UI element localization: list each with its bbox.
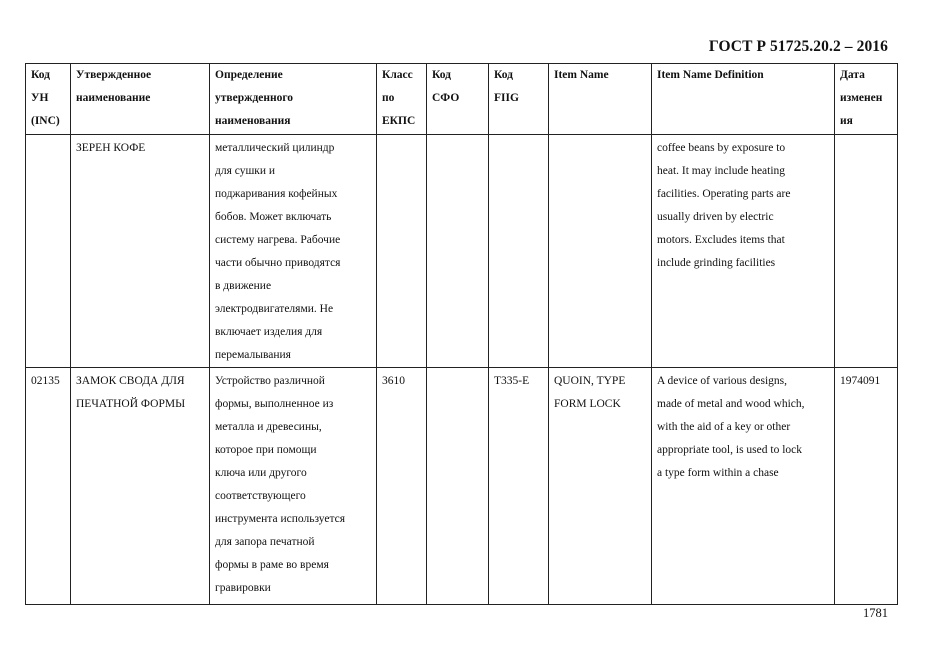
text-line: ЕКПС — [382, 115, 416, 127]
cell-inc: 02135 — [26, 368, 71, 605]
text-line: ключа или другого — [215, 467, 307, 479]
cell-item-name-definition — [652, 135, 835, 368]
cell-fiig — [489, 135, 549, 368]
cell-approved-name — [71, 368, 210, 605]
header-approved-name — [71, 64, 210, 135]
cell-definition — [210, 135, 377, 368]
text-line: систему нагрева. Рабочие — [215, 234, 341, 246]
cell-item-name-definition — [652, 368, 835, 605]
text-line: Устройство различной — [215, 375, 325, 387]
text-line: Код — [31, 69, 51, 81]
text-line: наименования — [215, 115, 291, 127]
text-line: (INC) — [31, 115, 60, 127]
text-line: FIIG — [494, 92, 519, 104]
header-inc — [26, 64, 71, 135]
text-line: наименование — [76, 92, 151, 104]
text-line: Item Name Definition — [657, 69, 764, 81]
header-item-name — [549, 64, 652, 135]
document-standard-header: ГОСТ Р 51725.20.2 – 2016 — [708, 38, 888, 55]
text-line: в движение — [215, 280, 272, 292]
table-row — [26, 135, 898, 368]
text-line: бобов. Может включать — [215, 211, 332, 223]
cell-date — [835, 135, 898, 368]
cell-inc — [26, 135, 71, 368]
text-line: ЗАМОК СВОДА ДЛЯ — [76, 375, 185, 387]
text-line: ПЕЧАТНОЙ ФОРМЫ — [76, 398, 186, 410]
text-line: facilities. Operating parts are — [657, 188, 791, 200]
text-line: для сушки и — [215, 165, 276, 177]
page-number: 1781 — [863, 606, 888, 620]
text-line: Код — [494, 69, 514, 81]
text-line: ЗЕРЕН КОФЕ — [76, 142, 146, 154]
header-date — [835, 64, 898, 135]
text-line: поджаривания кофейных — [215, 188, 338, 200]
text-line: включает изделия для — [215, 326, 323, 338]
text-line: Класс — [382, 69, 413, 81]
text-line: ия — [840, 115, 853, 127]
text-line: для запора печатной — [215, 536, 315, 548]
text-line: coffee beans by exposure to — [657, 142, 786, 154]
text-line: FORM LOCK — [554, 398, 621, 410]
catalog-table — [25, 63, 898, 605]
header-definition — [210, 64, 377, 135]
text-line: электродвигателями. Не — [215, 303, 334, 315]
text-line: Код — [432, 69, 452, 81]
text-line: appropriate tool, is used to lock — [657, 444, 802, 456]
text-line: по — [382, 92, 395, 104]
text-line: motors. Excludes items that — [657, 234, 785, 246]
text-line: формы в раме во время — [215, 559, 329, 571]
cell-ekps: 3610 — [377, 368, 427, 605]
text-line: гравировки — [215, 582, 271, 594]
text-line: A device of various designs, — [657, 375, 787, 387]
cell-sfo — [427, 368, 489, 605]
header-fiig — [489, 64, 549, 135]
header-sfo — [427, 64, 489, 135]
text-line: перемалывания — [215, 349, 291, 361]
text-line: утвержденного — [215, 92, 294, 104]
cell-date: 1974091 — [835, 368, 898, 605]
cell-fiig: T335-E — [489, 368, 549, 605]
cell-definition — [210, 368, 377, 605]
header-item-name-definition — [652, 64, 835, 135]
text-line: изменен — [840, 92, 883, 104]
cell-approved-name — [71, 135, 210, 368]
text-line: металлический цилиндр — [215, 142, 335, 154]
text-line: инструмента используется — [215, 513, 346, 525]
text-line: usually driven by electric — [657, 211, 774, 223]
text-line: with the aid of a key or other — [657, 421, 791, 433]
cell-ekps — [377, 135, 427, 368]
text-line: Утвержденное — [76, 69, 152, 81]
text-line: heat. It may include heating — [657, 165, 786, 177]
text-line: части обычно приводятся — [215, 257, 341, 269]
text-line: Item Name — [554, 69, 609, 81]
cell-item-name — [549, 135, 652, 368]
table-header-row — [26, 64, 898, 135]
text-line: формы, выполненное из — [215, 398, 334, 410]
text-line: a type form within a chase — [657, 467, 779, 479]
cell-sfo — [427, 135, 489, 368]
text-line: которое при помощи — [215, 444, 317, 456]
text-line: Определение — [215, 69, 283, 81]
text-line: made of metal and wood which, — [657, 398, 805, 410]
cell-item-name — [549, 368, 652, 605]
text-line: Дата — [840, 69, 865, 81]
header-ekps — [377, 64, 427, 135]
text-line: металла и древесины, — [215, 421, 322, 433]
text-line: УН — [31, 92, 49, 104]
table-row — [26, 368, 898, 605]
text-line: соответствующего — [215, 490, 306, 502]
text-line: include grinding facilities — [657, 257, 776, 269]
text-line: СФО — [432, 92, 460, 104]
text-line: QUOIN, TYPE — [554, 375, 626, 387]
